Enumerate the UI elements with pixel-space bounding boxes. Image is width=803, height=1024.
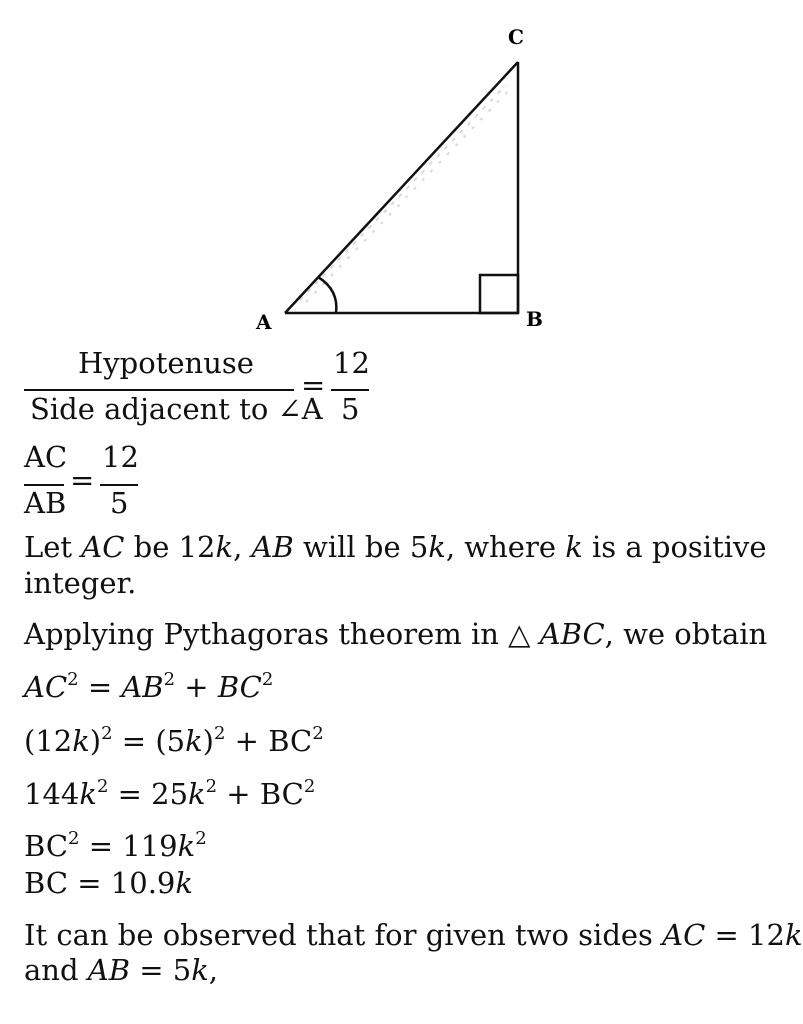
label-b: B: [526, 307, 543, 331]
eq-sq: 2: [205, 776, 218, 797]
equation-line-5: [24, 866, 193, 900]
eq-k: k: [175, 866, 193, 900]
eq-k: k: [177, 829, 196, 863]
para2-run: Applying Pythagoras theorem in △: [24, 617, 540, 651]
eq-equals: =: [88, 829, 114, 863]
para1-run: , where: [445, 530, 566, 564]
eq-sq: 2: [68, 828, 80, 849]
para1-line2: integer.: [24, 566, 137, 600]
eq-term: ): [89, 724, 102, 758]
para2-run: ABC: [539, 617, 605, 651]
eq1-numerator: Hypotenuse: [78, 346, 254, 380]
eq-term: 10.9: [110, 866, 176, 900]
eq-sq: 2: [163, 669, 176, 690]
eq-sq: 2: [312, 723, 324, 744]
right-angle-marker: [480, 275, 518, 313]
eq-sq: 2: [96, 776, 109, 797]
eq-plus: +: [184, 670, 209, 704]
eq-term: (5: [155, 724, 186, 758]
para1-run: will be 5: [293, 530, 429, 564]
para3-run: k: [191, 953, 209, 987]
para1-run: k: [215, 530, 234, 564]
eq-k: k: [185, 724, 203, 758]
eq1-denominator: Side adjacent to ∠A: [30, 392, 323, 426]
eq-k: k: [79, 777, 97, 811]
eq-plus: +: [226, 777, 251, 811]
eq-equals: =: [87, 670, 113, 704]
eq-ab: AB: [121, 670, 164, 704]
para3-run: It can be observed that for given two sides: [24, 918, 663, 952]
eq-term: ): [202, 724, 214, 758]
eq-sq: 2: [303, 776, 316, 797]
equation-line-2: [24, 724, 324, 758]
eq-term: 25: [151, 777, 189, 811]
eq1-rhs-numerator: 12: [333, 346, 370, 380]
eq1-fraction-bar: [24, 389, 294, 391]
para3-run: AB: [87, 953, 131, 987]
eq-term: (12: [24, 724, 73, 758]
eq2-rhs-numerator: 12: [102, 440, 139, 474]
para2-run: , we obtain: [604, 617, 768, 651]
eq2-denominator: AB: [24, 486, 67, 520]
para1-run: is a positive: [582, 530, 767, 564]
para3-run: = 12: [705, 918, 785, 952]
eq2-equals: =: [70, 463, 95, 497]
triangle-figure: [0, 0, 791, 340]
eq-term: 144: [24, 777, 80, 811]
eq-bc: BC: [24, 829, 69, 863]
equation-line-1: [24, 670, 273, 704]
para1-run: ,: [233, 530, 252, 564]
para1-run: AB: [251, 530, 294, 564]
eq-sq: 2: [101, 723, 113, 744]
para1-run: k: [565, 530, 583, 564]
eq-sq: 2: [195, 828, 207, 849]
equation-line-3: [24, 777, 315, 811]
eq-plus: +: [234, 724, 259, 758]
eq2-numerator: AC: [24, 440, 68, 474]
para3-run: and: [24, 953, 88, 987]
para1-line1: [24, 530, 767, 564]
eq-bc: BC: [268, 724, 313, 758]
para3-run: k: [784, 918, 803, 952]
eq-equals: =: [117, 777, 142, 811]
eq-k: k: [72, 724, 90, 758]
eq-term: 119: [122, 829, 178, 863]
label-c: C: [508, 25, 524, 49]
para3-line2: [24, 953, 218, 987]
eq-equals: =: [121, 724, 147, 758]
eq-sq: 2: [67, 669, 79, 690]
eq2-rhs-denominator: 5: [110, 486, 129, 520]
eq1-equals: =: [301, 368, 326, 402]
para3-run: = 5: [130, 953, 192, 987]
eq-sq: 2: [261, 669, 274, 690]
equation-line-4: [24, 829, 207, 863]
label-a: A: [256, 310, 272, 334]
eq-bc: BC: [259, 777, 304, 811]
eq1-rhs-bar: [331, 389, 369, 391]
angle-a-arc: [318, 277, 336, 313]
para3-run: AC: [662, 918, 706, 952]
eq-bc: BC: [217, 670, 262, 704]
para1-run: Let: [24, 530, 82, 564]
eq-sq: 2: [214, 723, 226, 744]
eq-ac: AC: [24, 670, 68, 704]
para1-run: be 12: [124, 530, 216, 564]
para1-run: AC: [81, 530, 125, 564]
eq-k: k: [188, 777, 206, 811]
para3-line1: [24, 918, 803, 952]
para3-run: ,: [208, 953, 218, 987]
para1-run: k: [428, 530, 446, 564]
para2-line: [24, 617, 767, 651]
eq1-rhs-denominator: 5: [341, 392, 360, 426]
eq-bc: BC: [24, 866, 69, 900]
eq-equals: =: [77, 866, 102, 900]
triangle-hypotenuse-shading: [300, 85, 512, 302]
